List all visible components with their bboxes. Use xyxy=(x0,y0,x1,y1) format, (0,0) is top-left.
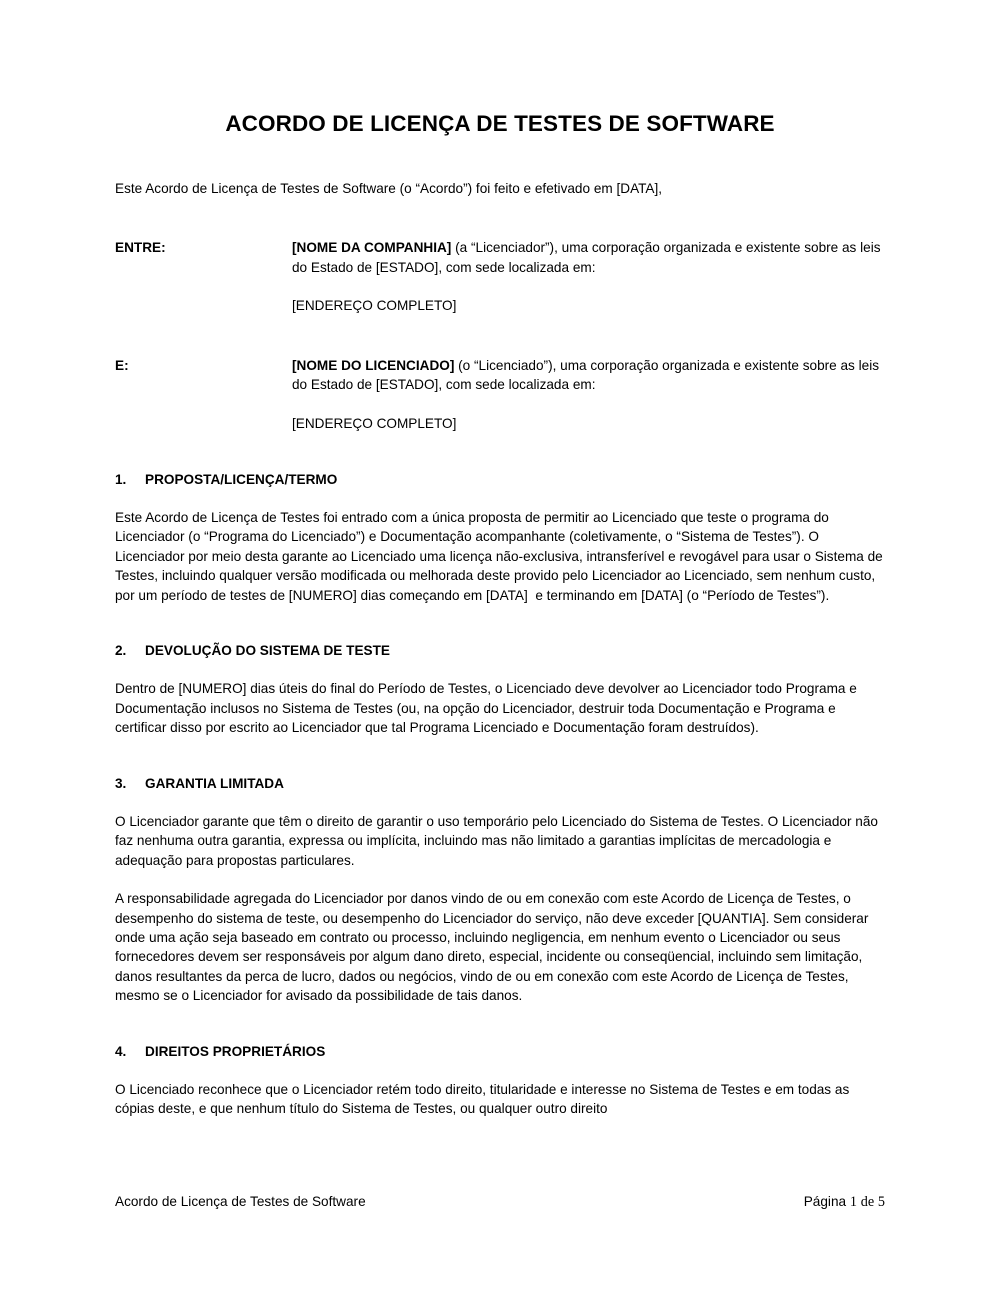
footer-page-number: 1 xyxy=(849,1194,857,1210)
section-3-paragraph-2: A responsabilidade agregada do Licenciador por danos vindo de ou em conexão com este Acordo de Licença de Testes, o desempenho do sistema de teste, ou desempenho do Licenciador do serviço, não deve exceder [QUANTIA]. Sem considerar onde uma ação seja baseado em contrato ou processo, incluindo negligencia, em nenhum evento o Licenciador ou seus fornecedores devem ser responsáveis por algum dano direto, especial, incidente ou conseqüencial, incluindo sem limitação, danos resultantes da perca de lucro, dados ou negócios, vindo de ou em conexão com este Acordo de Licença de Testes, mesmo se o Licenciador for avisado da possibilidade de tais danos. xyxy=(115,891,873,1004)
section-number-4: 4. xyxy=(115,1043,127,1059)
party-address-licensor: [ENDEREÇO COMPLETO] xyxy=(292,298,457,314)
footer-document-name: Acordo de Licença de Testes de Software xyxy=(115,1194,366,1209)
party-detail-licensor: (a “Licenciador”), uma corporação organizada e existente sobre as leis do Estado de [ESTADO], com sede localizada em: xyxy=(292,240,881,275)
section-3-paragraph-1: O Licenciador garante que têm o direito de garantir o uso temporário pelo Licenciado do Sistema de Testes. O Licenciador não faz nenhuma outra garantia, expressa ou implícita, incluindo mas não limitado a garantias implícitas de mercadologia e adequação para propostas particulares. xyxy=(115,813,882,868)
footer-page-word: Página xyxy=(803,1194,847,1209)
section-heading-4 xyxy=(115,1006,885,1061)
party-description-licensee xyxy=(292,356,885,395)
section-number-2: 2. xyxy=(115,642,127,658)
section-number-3: 3. xyxy=(115,775,127,791)
footer-page-indicator xyxy=(804,1192,885,1212)
party-label-e: E: xyxy=(115,357,129,373)
party-name-licensee: [NOME DO LICENCIADO] xyxy=(292,357,455,373)
party-label-entre: ENTRE: xyxy=(115,240,166,256)
section-title-3: GARANTIA LIMITADA xyxy=(145,775,284,791)
section-title-1: PROPOSTA/LICENÇA/TERMO xyxy=(145,471,338,487)
party-block-licensor xyxy=(115,198,885,316)
section-4-paragraph-1: O Licenciado reconhece que o Licenciador retém todo direito, titularidade e interesse no Sistema de Testes e em todas as cópias deste, e que nenhum título do Sistema de Testes, ou qualquer outro direito xyxy=(115,1082,854,1117)
section-heading-3 xyxy=(115,738,885,793)
footer-page-total: 5 xyxy=(877,1194,885,1210)
footer-de-word: de xyxy=(860,1194,875,1210)
party-body-licensee xyxy=(292,356,885,434)
party-address-licensee: [ENDEREÇO COMPLETO] xyxy=(292,416,457,432)
party-description-licensor xyxy=(292,238,885,277)
section-title-2: DEVOLUÇÃO DO SISTEMA DE TESTE xyxy=(145,642,390,658)
party-detail-licensee: (o “Licenciado”), uma corporação organizada e existente sobre as leis do Estado de [ESTADO], com sede localizada em: xyxy=(292,357,880,393)
section-number-1: 1. xyxy=(115,471,127,487)
section-2-paragraph-1: Dentro de [NUMERO] dias úteis do final do Período de Testes, o Licenciado deve devolver ao Licenciador todo Programa e Documentação inclusos no Sistema de Testes (ou, na opção do Licenciador, destruir toda Documentação e Programa e certificar disso por escrito ao Licenciador que tal Programa Licenciado e Documentação foram destruídos). xyxy=(115,681,861,736)
section-heading-2 xyxy=(115,605,885,660)
party-block-licensee xyxy=(115,316,885,434)
intro-paragraph: Este Acordo de Licença de Testes de Software (o “Acordo”) foi feito e efetivado em [DATA], xyxy=(115,180,663,196)
page-footer xyxy=(115,1192,885,1212)
party-body-licensor xyxy=(292,238,885,316)
section-1-paragraph-1: Este Acordo de Licença de Testes foi entrado com a única proposta de permitir ao Licenciado que teste o programa do Licenciador (o “Programa do Licenciado”) e Documentação acompanhante (coletivamente, o “Sistema de Testes”). O Licenciador por meio desta garante ao Licenciado uma licença não-exclusiva, intransferível e revogável para usar o Sistema de Testes, incluindo qualquer versão modificada ou melhorada deste provido pelo Licenciador ao Licenciado, sem nenhum custo, por um período de testes de [NUMERO] dias começando em [DATA] e terminando em [DATA] (o “Período de Testes”). xyxy=(115,509,887,603)
page-title: ACORDO DE LICENÇA DE TESTES DE SOFTWARE xyxy=(225,111,775,136)
party-name-licensor: [NOME DA COMPANHIA] xyxy=(292,240,452,256)
section-title-4: DIREITOS PROPRIETÁRIOS xyxy=(145,1043,326,1059)
section-heading-1 xyxy=(115,434,885,489)
document-content xyxy=(115,0,885,1119)
